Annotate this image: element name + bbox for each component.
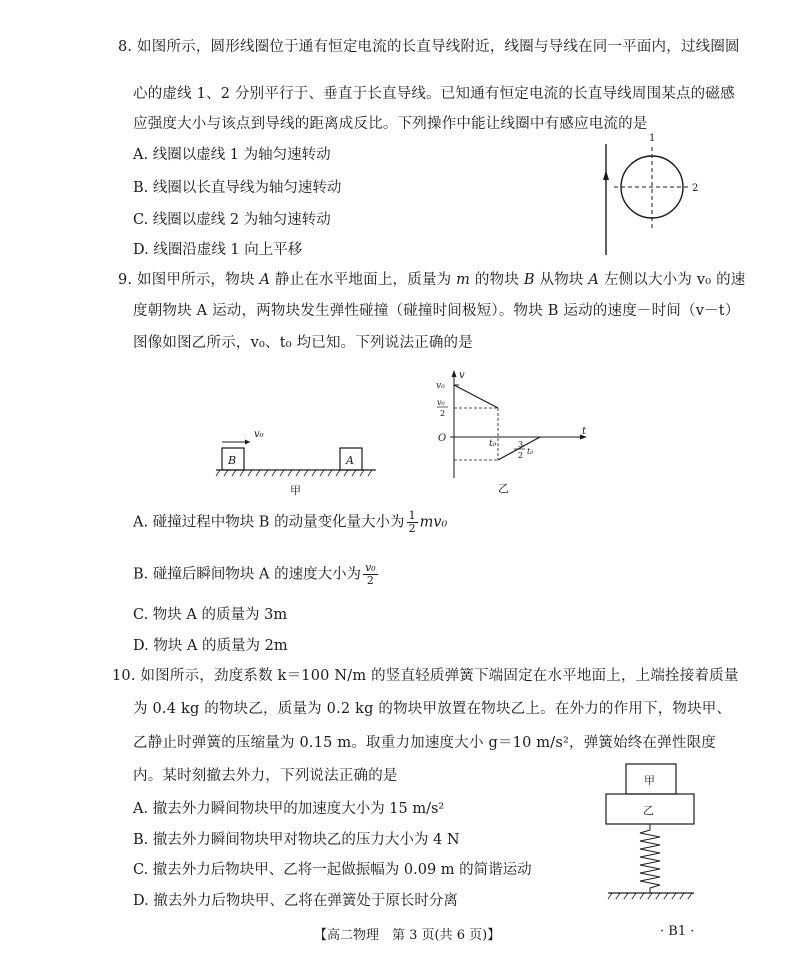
- q9-option-d: D. 物块 A 的质量为 2m: [133, 638, 288, 654]
- q9-yi-caption: 乙: [498, 482, 509, 495]
- q10-option-c: C. 撤去外力后物块甲、乙将一起做振幅为 0.09 m 的简谐运动: [133, 862, 532, 878]
- q9-half-num: v₀: [437, 398, 445, 407]
- q9-t-axis-label: t: [582, 426, 587, 437]
- q9-v0-tick-label: v₀: [436, 381, 445, 391]
- q9-origin-label: O: [438, 433, 447, 444]
- q9-option-c: C. 物块 A 的质量为 3m: [133, 607, 288, 623]
- q8-option-b: B. 线圈以长直导线为轴匀速转动: [133, 180, 342, 196]
- q10-option-b: B. 撤去外力瞬间物块甲对物块乙的压力大小为 4 N: [133, 832, 460, 848]
- q9-option-b: B. 碰撞后瞬间物块 A 的速度大小为 $\frac{\text{v₀}}{2}$: [133, 561, 376, 587]
- q10-block-jia-label: 甲: [644, 774, 655, 787]
- q8-option-a: A. 线圈以虚线 1 为轴匀速转动: [133, 147, 331, 163]
- q10-spring: [640, 824, 660, 893]
- q9-v-axis-label: v: [459, 370, 465, 381]
- q10-block-yi-label: 乙: [643, 804, 654, 817]
- q9-neg-num: 3: [518, 440, 524, 449]
- q8-line-2: 心的虚线 1、2 分别平行于、垂直于长直导线。已知通有恒定电流的长直导线周围某点的磁感: [133, 86, 735, 102]
- q9-ground-hatch: [216, 470, 372, 476]
- q8-figure: [598, 133, 708, 257]
- q9-figure-yi: [428, 370, 588, 495]
- q8-label-1: 1: [649, 133, 656, 144]
- q10-option-a: A. 撤去外力瞬间物块甲的加速度大小为 15 m/s²: [133, 801, 445, 817]
- q8-option-c: C. 线圈以虚线 2 为轴匀速转动: [133, 212, 331, 228]
- q8-line-1: 8. 如图所示，圆形线圈位于通有恒定电流的长直导线附近，线圈与导线在同一平面内，过线圈圆: [118, 39, 740, 55]
- q9-neg-suffix: t₀: [527, 447, 534, 456]
- q9-half-den: 2: [440, 409, 446, 418]
- q8-current-arrow: [603, 170, 609, 180]
- q9-block-a-label: A: [346, 454, 354, 467]
- q10-line-3: 乙静止时弹簧的压缩量为 0.15 m。取重力加速度大小 g＝10 m/s²，弹簧始终在弹性限度: [133, 735, 716, 751]
- q9-block-b-label: B: [228, 454, 237, 467]
- q9-line-2: 度朝物块 A 运动，两物块发生弹性碰撞（碰撞时间极短）。物块 B 运动的速度－时间（v－t）: [133, 303, 740, 319]
- q9-option-a: A. 碰撞过程中物块 B 的动量变化量大小为 $\frac{1}{2}$ mv₀: [133, 509, 448, 535]
- q9-neg-den: 2: [518, 451, 524, 460]
- q9-jia-v0-label: v₀: [254, 429, 264, 440]
- q9-figure-jia: [212, 428, 382, 498]
- q9-vt-line-before: [454, 385, 498, 408]
- q9-line-3: 图像如图乙所示，v₀、t₀ 均已知。下列说法正确的是: [133, 335, 473, 351]
- q10-line-4: 内。某时刻撤去外力，下列说法正确的是: [133, 768, 398, 784]
- q9-jia-caption: 甲: [290, 484, 301, 497]
- q9-line-1: 9. 如图甲所示，物块 A 静止在水平地面上，质量为 m 的物块 B 从物块 A 左侧以大小为 v₀ 的速: [118, 272, 746, 288]
- q9-t0-label: t₀: [489, 439, 497, 449]
- q10-option-d: D. 撤去外力后物块甲、乙将在弹簧处于原长时分离: [133, 893, 458, 909]
- q8-line-3: 应强度大小与该点到导线的距离成反比。下列操作中能让线圈中有感应电流的是: [133, 116, 648, 132]
- footer-page-info: 【高二物理 第 3 页(共 6 页)】: [314, 928, 501, 943]
- q10-ground-hatch: [608, 893, 692, 899]
- q10-line-2: 为 0.4 kg 的物块乙，质量为 0.2 kg 的物块甲放置在物块乙上。在外力的作用下，物块甲、: [133, 701, 732, 717]
- q8-option-d: D. 线圈沿虚线 1 向上平移: [133, 242, 303, 258]
- q8-label-2: 2: [692, 183, 699, 194]
- q10-line-1: 10. 如图所示，劲度系数 k＝100 N/m 的竖直轻质弹簧下端固定在水平地面上，上端拴接着质量: [112, 668, 739, 684]
- footer-code: · B1 ·: [660, 924, 695, 939]
- q10-figure: [602, 762, 702, 907]
